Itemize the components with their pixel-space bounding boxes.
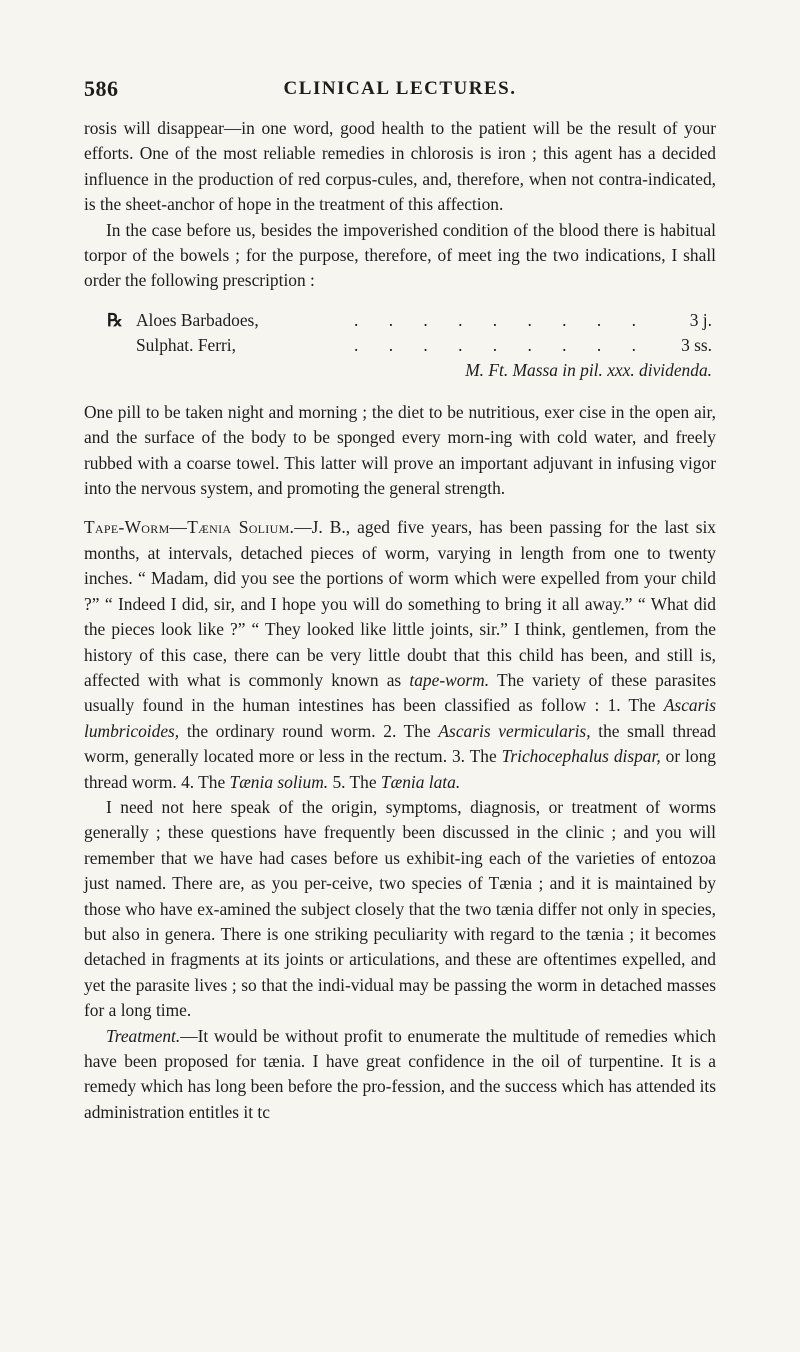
prescription-direction: M. Ft. Massa in pil. xxx. dividenda. [465, 359, 712, 380]
italic-term: tape-worm. [409, 669, 490, 690]
prescription-line [84, 333, 716, 358]
paragraph-case-indications: In the case before us, besides the impoverished condition of the blood there is habitual torpor of the bowels ; for the purpose, therefore, of meet ing the two indications, I shall order the following prescription : [84, 219, 716, 291]
running-head: CLINICAL LECTURES. [283, 78, 517, 99]
paragraph-tape-worm-case [84, 515, 716, 794]
leader-dots: . . . . . . . . . [354, 309, 649, 330]
species-name: Ascaris lumbricoides, [84, 695, 716, 741]
paragraph-text: or long thread worm. 4. The [84, 746, 716, 792]
prescription [84, 308, 716, 384]
paragraph-text: —It would be without profit to enumerate the multitude of remedies which have been proposed for tænia. I have great confidence in the oil of turpentine. It is a remedy which has long been before the pro-fession, and the success which has attended its administration entitles it tc [84, 1025, 716, 1122]
section-heading: Tape-Worm—Tænia Solium. [84, 517, 295, 538]
paragraph-chlorosis-end: rosis will disappear—in one word, good health to the patient will be the result of your efforts. One of the most reliable remedies in chlorosis is iron ; this agent has a decided influence in the production of red corpus-cules, and, therefore, when not contra-indicated, is the sheet-anchor of hope in the treatment of this affection. [84, 118, 716, 215]
prescription-quantity: 3 ss. [681, 334, 712, 355]
leader-dots: . . . . . . . . . [354, 334, 649, 355]
paragraph-text: 5. The [328, 771, 381, 792]
species-name: Trichocephalus dispar, [501, 746, 661, 767]
species-name: Tænia lata. [380, 771, 461, 792]
section-heading: Treatment. [106, 1025, 181, 1046]
paragraph-taenia-discussion: I need not here speak of the origin, symptoms, diagnosis, or treatment of worms generally ; these questions have frequently been discussed in the clinic ; and you will remember that we have had cases before us exhibit-ing each of the varieties of entozoa just named. There are, as you per-ceive, two species of Tænia ; and it is maintained by those who have ex-amined the subject closely that the two tænia differ not only in species, but also in genera. There is one striking peculiarity with regard to the tænia ; it becomes detached in fragments at its joints or articulations, and these are oftentimes expelled, and yet the parasite lives ; so that the indi-vidual may be passing the worm in detached masses for a long time. [84, 796, 716, 1021]
paragraph-pill-regimen: One pill to be taken night and morning ; the diet to be nutritious, exer cise in the open air, and the surface of the body to be sponged every morn-ing with cold water, and freely rubbed with a coarse towel. This latter will prove an important adjuvant in infusing vigor into the nervous system, and promoting the general strength. [84, 401, 716, 499]
prescription-quantity: 3 j. [689, 309, 712, 330]
recipe-symbol: ℞ [107, 309, 123, 330]
paragraph-text: the small thread worm, generally located more or less in the rectum. 3. The [84, 720, 716, 767]
paragraph-text: —J. B., aged five years, has been passing for the last six months, at intervals, detached pieces of worm, varying in length from one to twenty inches. “ Madam, did you see the portions of worm which were expelled from your child ?” “ Indeed I did, sir, and I hope you will do something to bring it all away.” “ What did the pieces look like ?” “ They looked like little joints, sir.” I think, gentlemen, from the history of this case, there can be very little doubt that this child has been, and still is, affected with what is commonly known as [84, 517, 716, 690]
prescription-ingredient: Sulphat. Ferri, [136, 334, 236, 355]
page-number: 586 [84, 76, 119, 101]
prescription-line [84, 308, 716, 333]
paragraph-treatment [84, 1024, 716, 1126]
prescription-ingredient: Aloes Barbadoes, [136, 309, 259, 330]
species-name: Tænia solium. [229, 771, 329, 792]
paragraph-text: The variety of these parasites usually found in the human intestines has been classified as follow : 1. The [84, 669, 716, 716]
species-name: Ascaris vermicularis, [438, 720, 591, 741]
page-body [84, 116, 716, 1125]
paragraph-text: the ordinary round worm. 2. The [179, 720, 439, 741]
page-header [84, 76, 716, 106]
